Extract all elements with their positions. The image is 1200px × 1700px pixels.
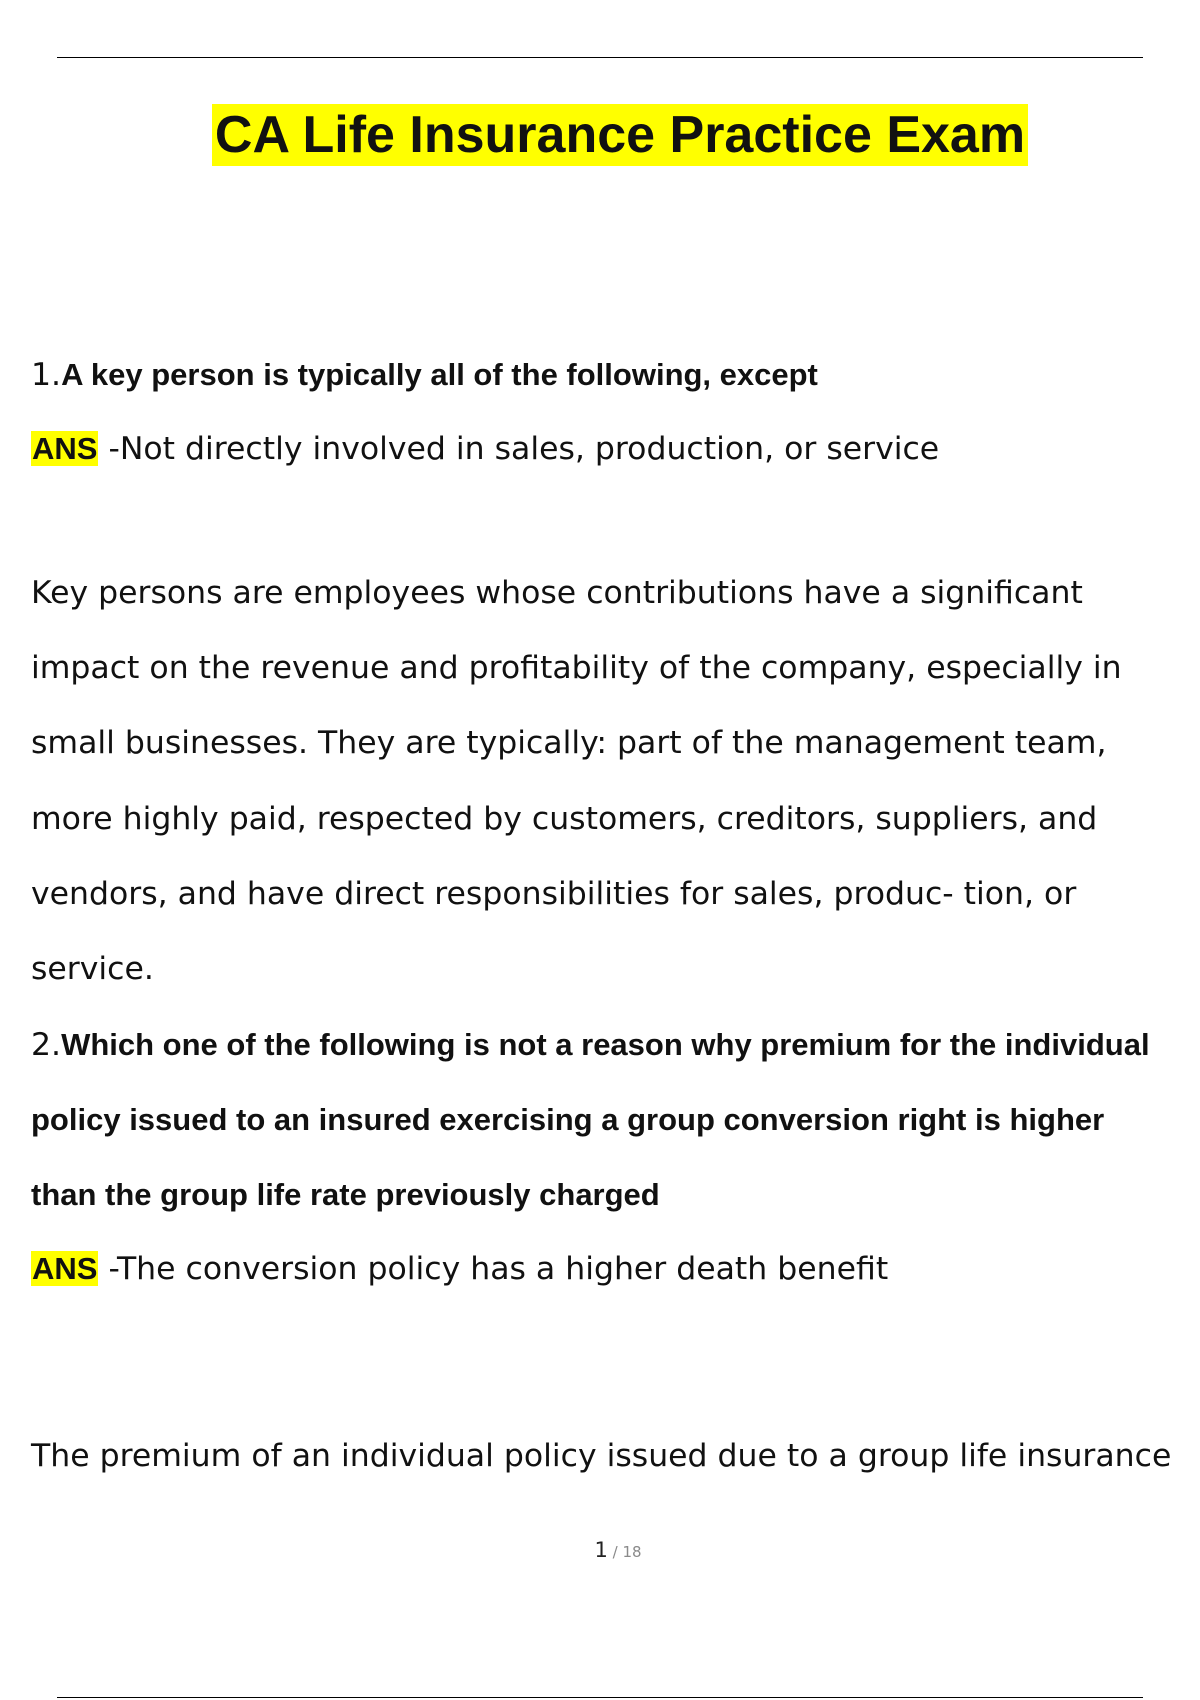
question-number: 1. xyxy=(31,357,62,393)
current-page: 1 xyxy=(594,1538,608,1562)
page-number xyxy=(0,1538,1200,1562)
question-text-continued: policy issued to an insured exercising a group conversion right is higher xyxy=(31,1102,1105,1137)
answer-text: -The conversion policy has a higher death benefit xyxy=(108,1251,889,1287)
page-separator: / xyxy=(612,1543,618,1561)
question-2 xyxy=(31,1025,1150,1065)
explanation-line: impact on the revenue and profitability of the company, especially in xyxy=(31,650,1122,686)
explanation-line: vendors, and have direct responsibilities for sales, produc- tion, or xyxy=(31,876,1077,912)
explanation-line: Key persons are employees whose contributions have a significant xyxy=(31,575,1083,611)
question-text: Which one of the following is not a reason why premium for the individual xyxy=(61,1027,1150,1062)
explanation-line: small businesses. They are typically: part of the management team, xyxy=(31,725,1107,761)
document-title: CA Life Insurance Practice Exam xyxy=(0,106,1200,166)
question-text: A key person is typically all of the following, except xyxy=(61,357,818,392)
answer-tag: ANS xyxy=(32,1251,98,1286)
question-number: 2. xyxy=(31,1027,62,1063)
answer-tag: ANS xyxy=(32,431,98,466)
question-text-continued: than the group life rate previously charged xyxy=(31,1177,660,1212)
explanation-line: more highly paid, respected by customers, creditors, suppliers, and xyxy=(31,801,1098,837)
explanation-line: service. xyxy=(31,951,154,987)
total-pages: 18 xyxy=(622,1543,642,1561)
question-1 xyxy=(31,355,818,395)
top-rule xyxy=(57,57,1143,58)
answer-text: -Not directly involved in sales, production, or service xyxy=(108,431,940,467)
bottom-rule xyxy=(57,1697,1143,1698)
answer-1 xyxy=(31,429,939,469)
explanation-line: The premium of an individual policy issued due to a group life insurance xyxy=(31,1438,1172,1474)
answer-2 xyxy=(31,1249,888,1289)
